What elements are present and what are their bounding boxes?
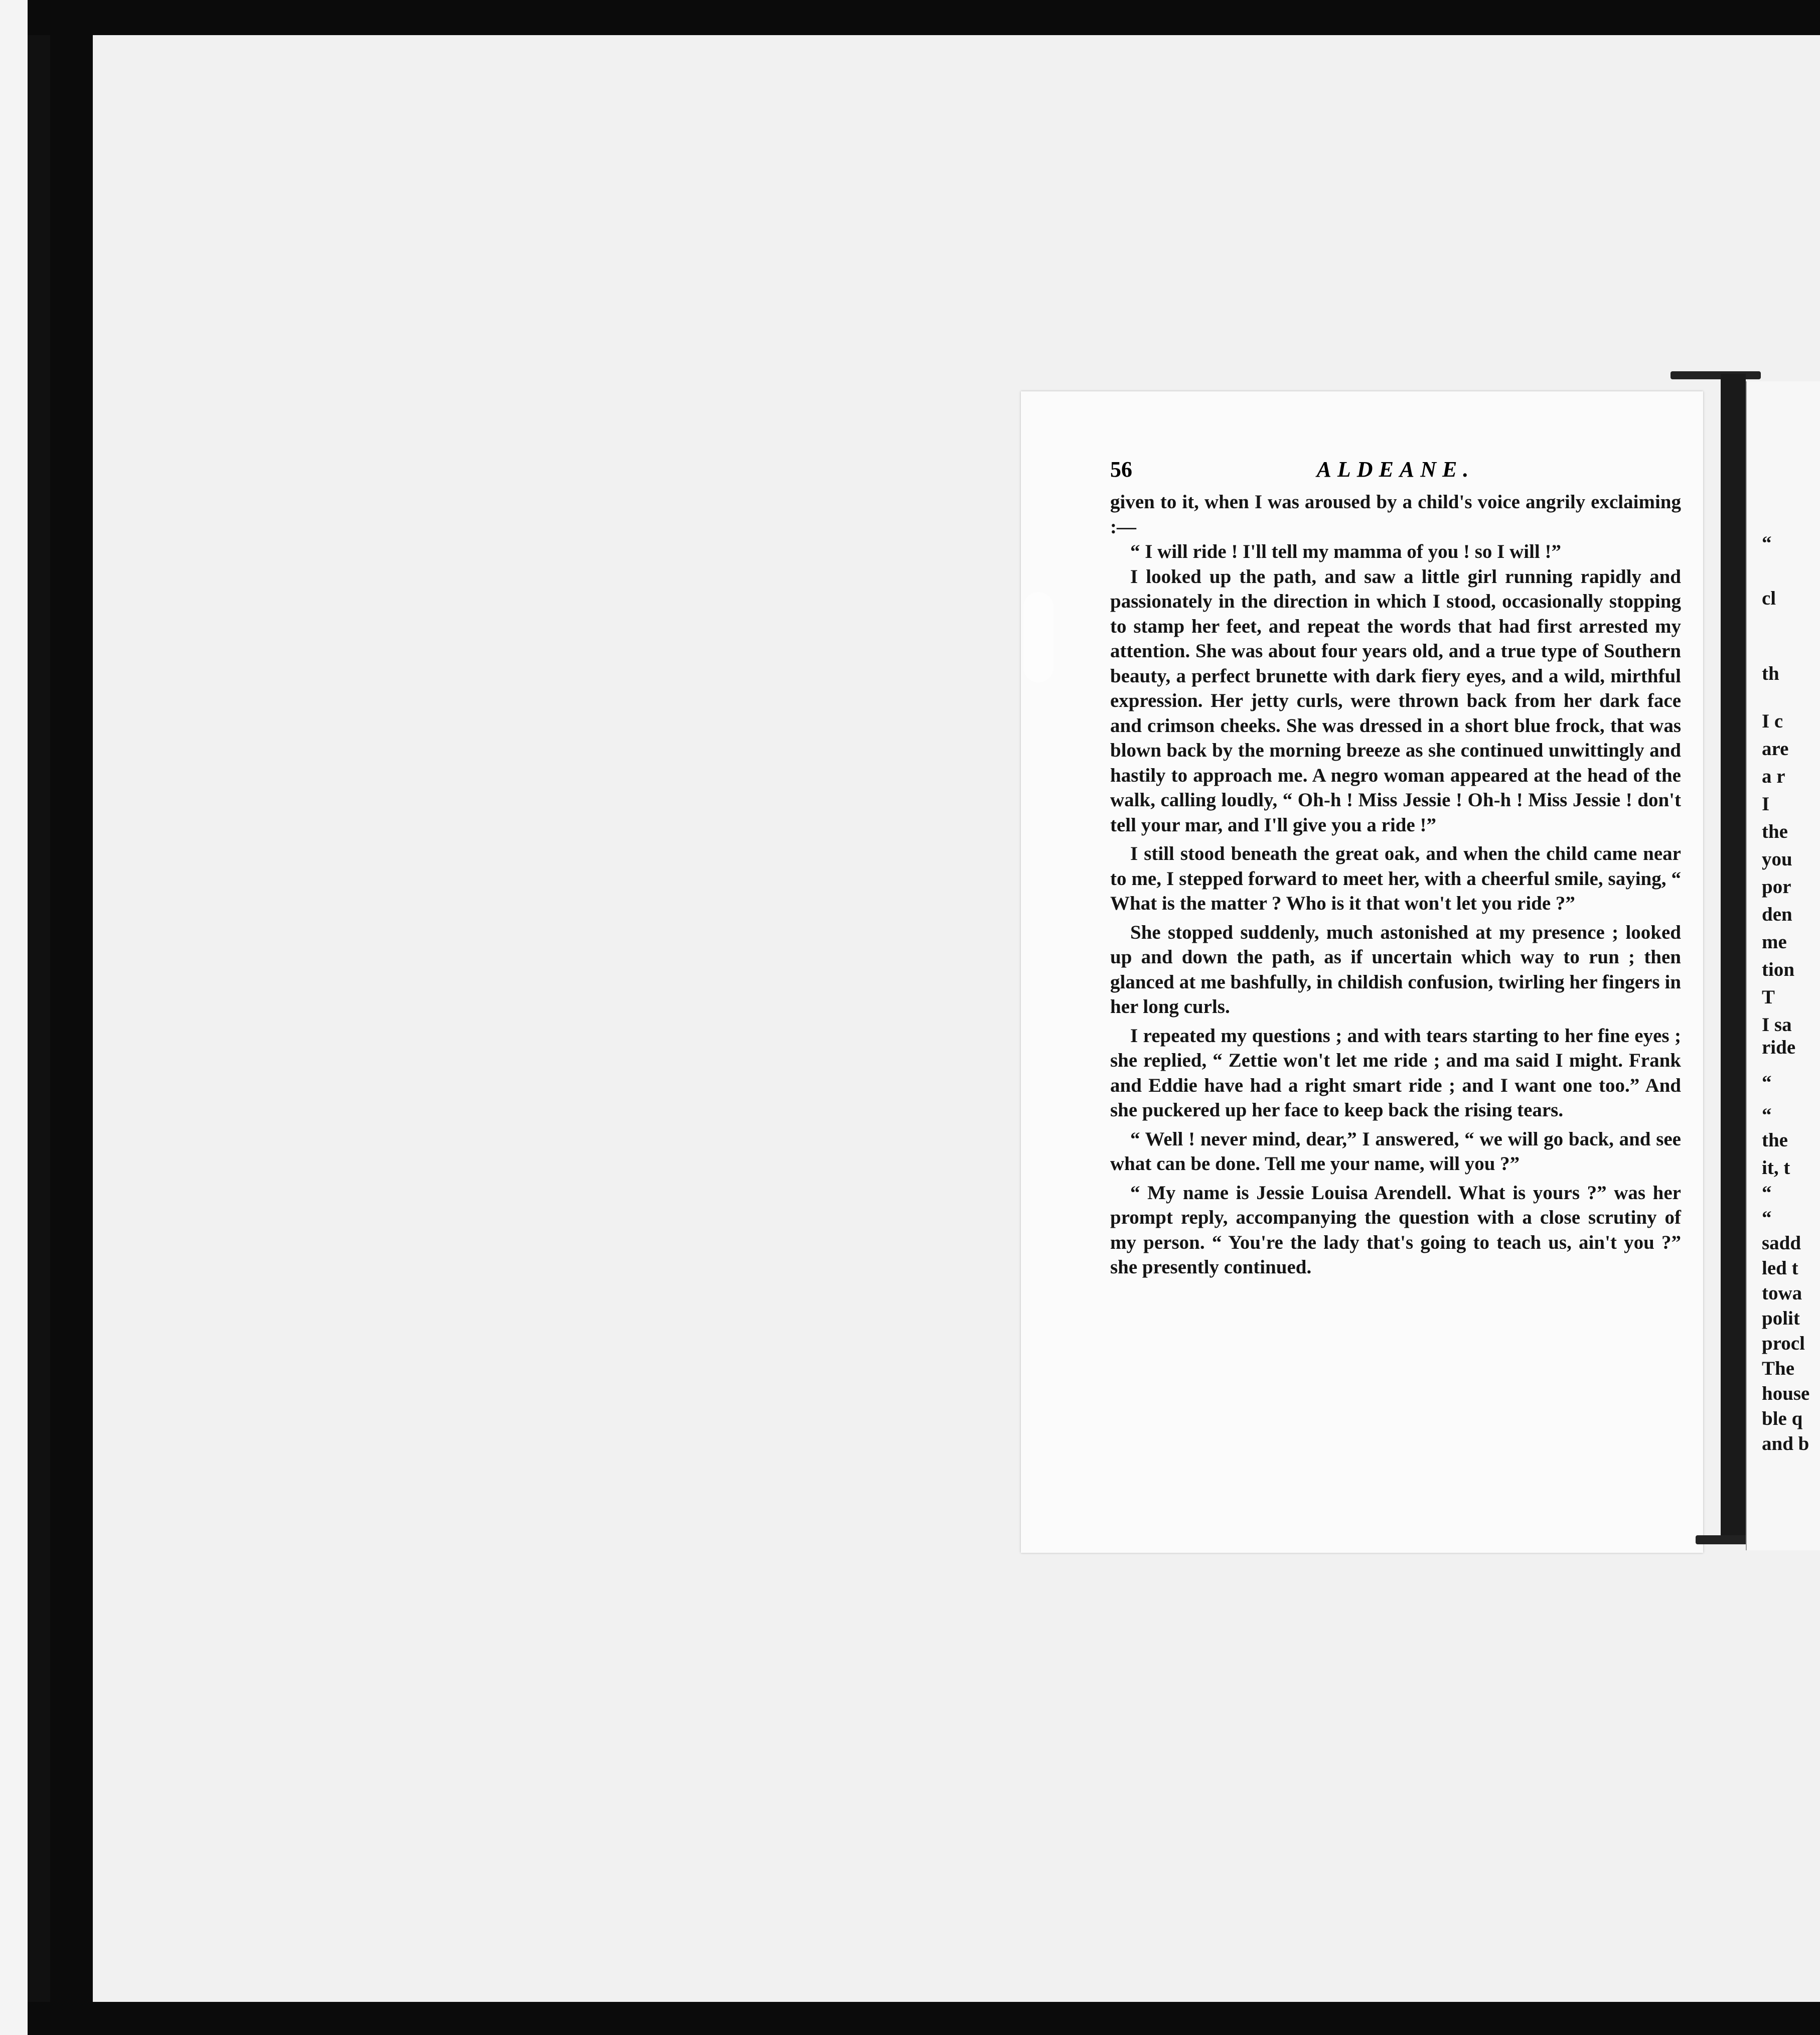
film-border-bottom <box>0 2002 1820 2035</box>
book-spine <box>1721 374 1746 1543</box>
opposite-page-fragment: I sa <box>1762 1014 1792 1036</box>
book-page <box>1021 391 1703 1553</box>
opposite-page-fragment: the <box>1762 821 1788 842</box>
opposite-page-fragment: house <box>1762 1383 1810 1404</box>
opposite-page-fragment: polit <box>1762 1307 1800 1329</box>
opposite-page-fragment: ride <box>1762 1037 1796 1058</box>
body-text <box>1110 490 1681 1280</box>
opposite-page-fragment: “ <box>1762 532 1772 554</box>
opposite-page-fragment: “ <box>1762 1072 1772 1093</box>
running-head <box>1110 457 1681 487</box>
paragraph: I repeated my questions ; and with tears starting to her fine eyes ; she replied, “ Zettie won't let me ride ; and ma said I might. Frank and Eddie have had a right smart ride ; and I want one too.” And she puckered up her face to keep back the rising tears. <box>1110 1025 1681 1121</box>
page-number: 56 <box>1110 457 1132 482</box>
opposite-page-fragment: “ <box>1762 1207 1772 1229</box>
opposite-page-fragment: “ <box>1762 1182 1772 1204</box>
opposite-page-fragment: sadd <box>1762 1232 1801 1254</box>
paragraph: She stopped suddenly, much astonished at my presence ; looked up and down the path, as if uncertain which way to run ; then glanced at me bashfully, in childish confusion, twirling her fingers in her long curls. <box>1110 921 1681 1018</box>
opposite-page-fragment: den <box>1762 904 1792 925</box>
film-edge <box>0 0 28 2035</box>
paragraph: “ I will ride ! I'll tell my mamma of you ! so I will !” <box>1130 541 1562 562</box>
film-border-top <box>0 0 1820 35</box>
paragraph: I still stood beneath the great oak, and when the child came near to me, I stepped forward to meet her, with a cheerful smile, saying, “ What is the matter ? Who is it that won't let you ride ?” <box>1110 843 1681 914</box>
opposite-page-fragment: the <box>1762 1129 1788 1151</box>
paragraph: I looked up the path, and saw a little girl running rapidly and passionately in the direction in which I stood, occasionally stopping to stamp her feet, and repeat the words that had first arrested my attention. She was about four years old, and a true type of Southern beauty, a perfect brunette with dark fiery eyes, and a wild, mirthful expression. Her jetty curls, were thrown back from her dark face and crimson cheeks. She was dressed in a short blue frock, that was blown back by the morning breeze as she continued unwittingly and hastily to approach me. A negro woman appeared at the head of the walk, calling loudly, “ Oh-h ! Miss Jessie ! Oh-h ! Miss Jessie ! don't tell your mar, and I'll give you a ride !” <box>1110 565 1681 836</box>
opposite-page-fragment: me <box>1762 931 1787 953</box>
opposite-page-fragment: ble q <box>1762 1408 1803 1429</box>
film-edge-strip <box>28 35 50 2002</box>
opposite-page-fragment: T <box>1762 986 1775 1008</box>
running-title: ALDEANE. <box>1316 457 1475 482</box>
paragraph: “ Well ! never mind, dear,” I answered, “ we will go back, and see what can be done. Tell me your name, will you ?” <box>1110 1128 1681 1175</box>
opposite-page <box>1746 381 1820 1550</box>
paragraph: “ My name is Jessie Louisa Arendell. What is yours ?” was her prompt reply, accompanying the question with a close scrutiny of my person. “ You're the lady that's going to teach us, ain't you ?” she presently continued. <box>1110 1182 1681 1278</box>
opposite-page-fragment: th <box>1762 663 1779 684</box>
opposite-page-fragment: towa <box>1762 1282 1802 1304</box>
opposite-page-fragment: led t <box>1762 1257 1798 1279</box>
opposite-page-fragment: you <box>1762 848 1792 870</box>
opposite-page-fragment: a r <box>1762 766 1785 787</box>
page-content <box>1110 457 1681 1280</box>
opposite-page-fragment: “ <box>1762 1104 1772 1126</box>
opposite-page-fragment: cl <box>1762 588 1776 609</box>
opposite-page-fragment: it, t <box>1762 1157 1790 1179</box>
opposite-page-fragment: I c <box>1762 710 1783 732</box>
opposite-page-fragment: The <box>1762 1358 1795 1379</box>
opposite-page-fragment: and b <box>1762 1433 1809 1455</box>
opposite-page-fragment: I <box>1762 793 1770 815</box>
opposite-page-fragment: tion <box>1762 959 1795 980</box>
opposite-page-fragment: por <box>1762 876 1791 898</box>
scan-artifact <box>1023 592 1053 682</box>
paragraph: given to it, when I was aroused by a child's voice angrily exclaiming :— <box>1110 491 1681 538</box>
book-spine-cap-top <box>1671 371 1761 379</box>
opposite-page-fragment: are <box>1762 738 1789 760</box>
opposite-page-fragment: procl <box>1762 1333 1805 1354</box>
